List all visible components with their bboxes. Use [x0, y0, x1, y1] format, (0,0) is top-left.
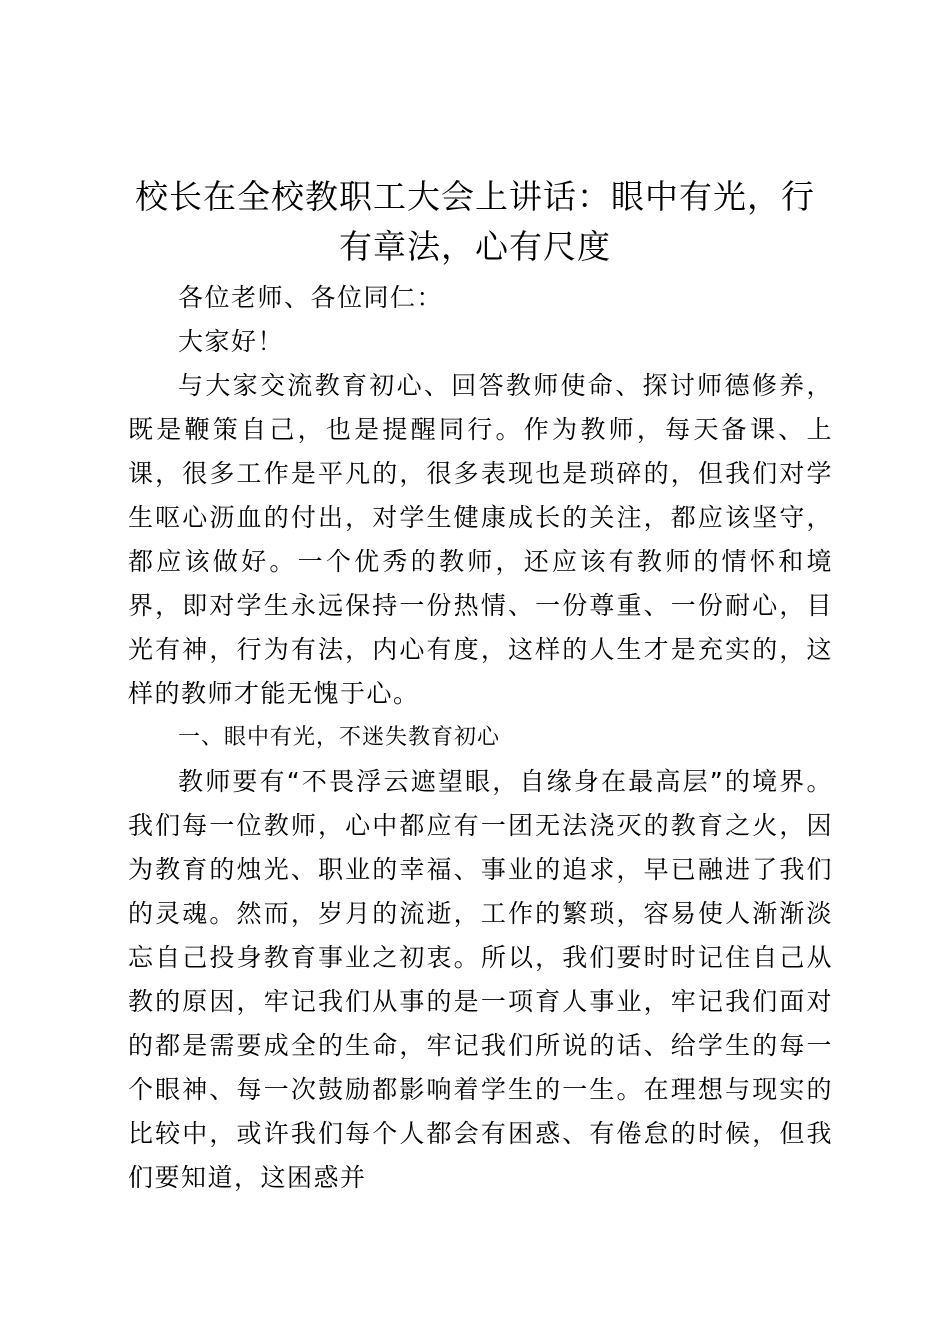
intro-paragraph: 与大家交流教育初心、回答教师使命、探讨师德修养，既是鞭策自己，也是提醒同行。作为教师，每天备课、上课，很多工作是平凡的，很多表现也是琐碎的，但我们对学生呕心沥血的付出，对学生健康成长的关注，都应该坚守，都应该做好。一个优秀的教师，还应该有教师的情怀和境界，即对学生永远保持一份热情、一份尊重、一份耐心，目光有神，行为有法，内心有度，这样的人生才是充实的，这样的教师才能无愧于心。 [128, 371, 833, 708]
document-title: 校长在全校教职工大会上讲话：眼中有光，行有章法，心有尺度 [135, 177, 815, 266]
greeting: 大家好！ [178, 327, 285, 356]
document-body [128, 276, 833, 1200]
section-paragraph: 教师要有“不畏浮云遮望眼，自缘身在最高层”的境界。我们每一位教师，心中都应有一团无法浇灭的教育之火，因为教育的烛光、职业的幸福、事业的追求，早已融进了我们的灵魂。然而，岁月的流逝，工作的繁琐，容易使人渐渐淡忘自己投身教育事业之初衷。所以，我们要时时记住自己从教的原因，牢记我们从事的是一项育人事业，牢记我们面对的都是需要成全的生命，牢记我们所说的话、给学生的每一个眼神、每一次鼓励都影响着学生的一生。在理想与现实的比较中，或许我们每个人都会有困惑、有倦怠的时候，但我们要知道，这困惑并 [128, 767, 833, 1192]
section-heading: 一、眼中有光，不迷失教育初心 [178, 725, 501, 750]
salutation: 各位老师、各位同仁： [178, 283, 444, 312]
